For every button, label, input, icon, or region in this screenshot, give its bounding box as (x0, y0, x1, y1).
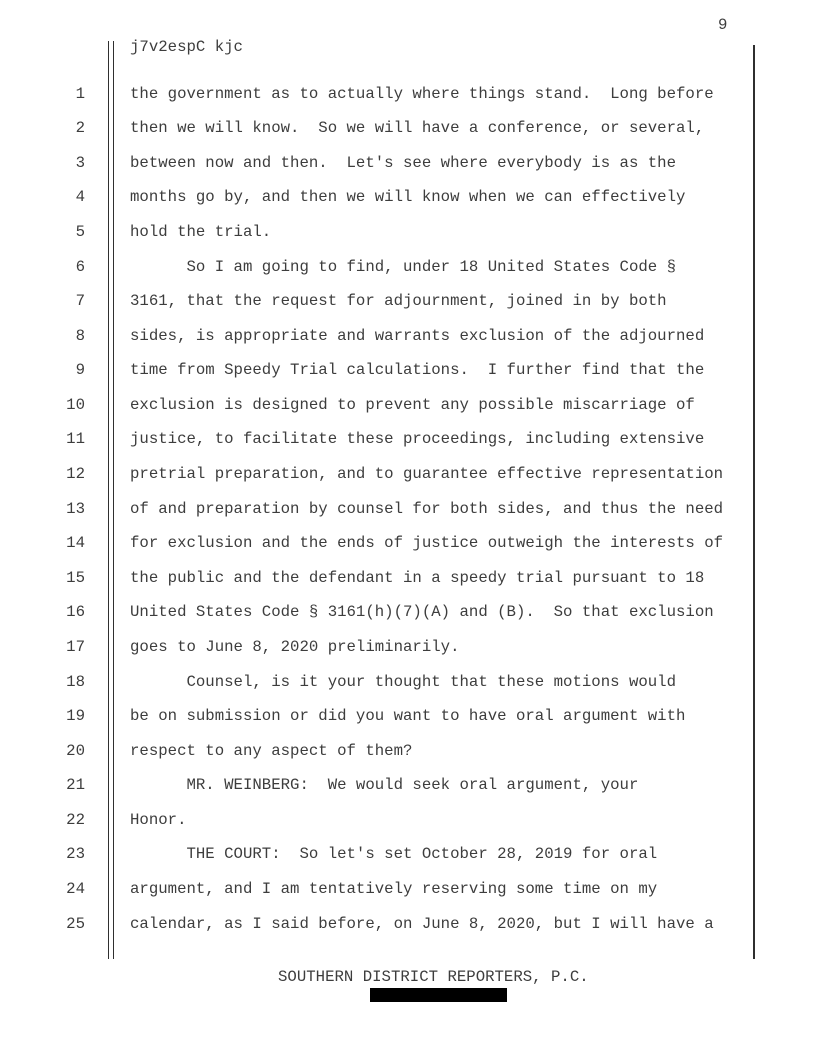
line-text: of and preparation by counsel for both sides, and thus the need (130, 499, 724, 518)
line-text: Honor. (130, 810, 187, 829)
line-number: 25 (66, 914, 85, 933)
transcript-line (0, 180, 816, 215)
transcript-line (0, 768, 816, 803)
line-number: 1 (75, 84, 85, 103)
transcript-line (0, 526, 816, 561)
line-text: respect to any aspect of them? (130, 741, 413, 760)
line-number: 6 (75, 257, 85, 276)
line-text: then we will know. So we will have a conference, or several, (130, 119, 705, 138)
line-number: 15 (66, 568, 85, 587)
line-text: sides, is appropriate and warrants exclusion of the adjourned (130, 326, 705, 345)
transcript-line (0, 837, 816, 872)
transcript-line (0, 388, 816, 423)
transcript-line (0, 215, 816, 250)
line-text: pretrial preparation, and to guarantee effective representation (130, 465, 724, 484)
line-number: 10 (66, 395, 85, 414)
reporter-footer: SOUTHERN DISTRICT REPORTERS, P.C. (278, 968, 589, 986)
transcript-line (0, 907, 816, 942)
transcript-line (0, 146, 816, 181)
transcript-line (0, 595, 816, 630)
line-number: 18 (66, 672, 85, 691)
line-number: 22 (66, 810, 85, 829)
line-text: be on submission or did you want to have oral argument with (130, 707, 686, 726)
transcript-line (0, 872, 816, 907)
line-text: So I am going to find, under 18 United States Code § (130, 257, 677, 276)
line-text: hold the trial. (130, 223, 272, 241)
transcript-line (0, 284, 816, 319)
line-text: goes to June 8, 2020 preliminarily. (130, 637, 460, 656)
transcript-line (0, 457, 816, 492)
transcript-header-id: j7v2espC kjc (130, 38, 243, 56)
line-text: United States Code § 3161(h)(7)(A) and (B). So that exclusion (130, 603, 714, 622)
line-number: 13 (66, 499, 85, 518)
line-number: 23 (66, 845, 85, 864)
transcript-line (0, 734, 816, 769)
transcript-line (0, 492, 816, 527)
line-number: 8 (75, 326, 85, 345)
line-number: 7 (75, 292, 85, 311)
line-number: 5 (75, 223, 85, 241)
page-number: 9 (718, 16, 728, 34)
transcript-line (0, 630, 816, 665)
transcript-line (0, 319, 816, 354)
line-text: THE COURT: So let's set October 28, 2019 for oral (130, 845, 658, 864)
line-text: exclusion is designed to prevent any possible miscarriage of (130, 395, 695, 414)
redaction-bar (370, 988, 507, 1002)
transcript-line (0, 803, 816, 838)
transcript-line (0, 422, 816, 457)
line-number: 21 (66, 776, 85, 795)
transcript-line (0, 250, 816, 285)
transcript-line (0, 111, 816, 146)
line-number: 12 (66, 465, 85, 484)
line-text: for exclusion and the ends of justice outweigh the interests of (130, 534, 724, 553)
transcript-line (0, 665, 816, 700)
line-text: the public and the defendant in a speedy trial pursuant to 18 (130, 568, 705, 587)
transcript-body (0, 77, 816, 941)
line-number: 11 (66, 430, 85, 449)
line-text: calendar, as I said before, on June 8, 2020, but I will have a (130, 914, 714, 933)
transcript-line (0, 561, 816, 596)
transcript-line (0, 699, 816, 734)
line-number: 16 (66, 603, 85, 622)
line-text: argument, and I am tentatively reserving some time on my (130, 879, 658, 898)
line-number: 14 (66, 534, 85, 553)
line-text: 3161, that the request for adjournment, joined in by both (130, 292, 667, 311)
line-text: Counsel, is it your thought that these motions would (130, 672, 677, 691)
line-number: 4 (75, 188, 85, 207)
line-text: between now and then. Let's see where everybody is as the (130, 153, 677, 172)
line-number: 24 (66, 879, 85, 898)
line-text: months go by, and then we will know when we can effectively (130, 188, 686, 207)
line-text: MR. WEINBERG: We would seek oral argument, your (130, 776, 639, 795)
line-text: time from Speedy Trial calculations. I further find that the (130, 361, 705, 380)
transcript-line (0, 353, 816, 388)
line-number: 20 (66, 741, 85, 760)
line-text: justice, to facilitate these proceedings, including extensive (130, 430, 705, 449)
line-number: 19 (66, 707, 85, 726)
line-text: the government as to actually where things stand. Long before (130, 84, 714, 103)
line-number: 2 (75, 119, 85, 138)
transcript-line (0, 77, 816, 112)
line-number: 17 (66, 637, 85, 656)
line-number: 9 (75, 361, 85, 380)
line-number: 3 (75, 153, 85, 172)
